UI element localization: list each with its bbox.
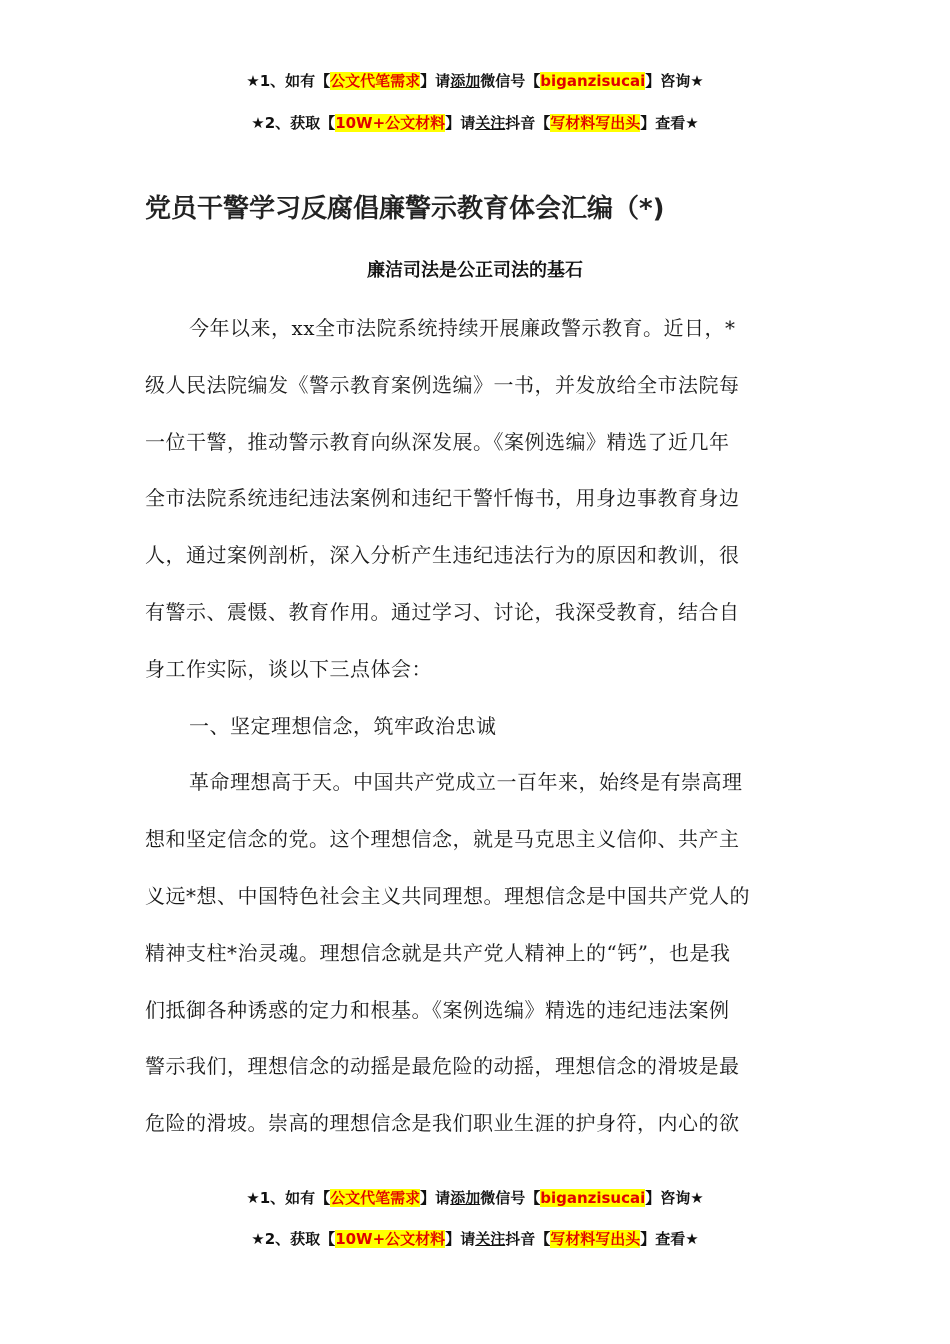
promo-highlight: 公文代笔需求: [330, 72, 421, 90]
promo-text: 】查看★: [640, 1230, 699, 1248]
promo-line-1-bottom: [0, 1187, 950, 1208]
text-line: 革命理想高于天。中国共产党成立一百年来，始终是有崇高理: [189, 770, 743, 795]
text-line: 身工作实际，谈以下三点体会：: [145, 656, 432, 681]
document-subtitle: 廉洁司法是公正司法的基石: [367, 260, 583, 281]
text-line: 精神支柱*治灵魂。理想信念就是共产党人精神上的“钙”，也是我: [145, 940, 731, 965]
promo-line-2-top: [0, 112, 950, 133]
promo-text: 】请: [445, 1230, 476, 1248]
paragraph-1: [145, 300, 807, 698]
promo-text: ★2、获取【: [251, 1230, 336, 1248]
promo-text: ★2、获取【: [251, 114, 336, 132]
text-line: 警示我们，理想信念的动摇是最危险的动摇，理想信念的滑坡是最: [145, 1054, 740, 1079]
text-line: 一位干警，推动警示教育向纵深发展。《案例选编》精选了近几年: [145, 429, 730, 454]
promo-text: ★1、如有【: [246, 72, 331, 90]
text-line: 义远*想、中国特色社会主义共同理想。理想信念是中国共产党人的: [145, 883, 750, 908]
promo-text: 】咨询★: [645, 72, 704, 90]
promo-underlined: 关注: [475, 1230, 506, 1248]
section-heading-1: [145, 698, 807, 755]
promo-highlight-wechat-id: biganzisucai: [540, 1189, 646, 1207]
promo-highlight-douyin-id: 写材料写出头: [550, 1230, 641, 1248]
text-line: 级人民法院编发《警示教育案例选编》一书，并发放给全市法院每: [145, 372, 740, 397]
promo-line-2-bottom: [0, 1228, 950, 1249]
promo-line-1-top: [0, 70, 950, 91]
text-line: 危险的滑坡。崇高的理想信念是我们职业生涯的护身符，内心的欲: [145, 1111, 740, 1136]
promo-text: 】请: [420, 72, 451, 90]
promo-underlined: 添加: [450, 1189, 481, 1207]
promo-text: 抖音【: [505, 1230, 551, 1248]
promo-underlined: 关注: [475, 114, 506, 132]
text-line: 有警示、震慑、教育作用。通过学习、讨论，我深受教育，结合自: [145, 599, 740, 624]
promo-text: 微信号【: [480, 1189, 541, 1207]
document-body: [145, 300, 807, 1152]
promo-highlight-wechat-id: biganzisucai: [540, 72, 646, 90]
paragraph-2: [145, 754, 807, 1152]
promo-highlight-douyin-id: 写材料写出头: [550, 114, 641, 132]
promo-highlight: 10W+公文材料: [335, 1230, 446, 1248]
text-line: 全市法院系统违纪违法案例和违纪干警忏悔书，用身边事教育身边: [145, 486, 740, 511]
promo-highlight: 10W+公文材料: [335, 114, 446, 132]
promo-text: 抖音【: [505, 114, 551, 132]
text-line: 今年以来，xx全市法院系统持续开展廉政警示教育。近日，*: [189, 316, 736, 340]
promo-text: 】请: [420, 1189, 451, 1207]
text-line: 们抵御各种诱惑的定力和根基。《案例选编》精选的违纪违法案例: [145, 997, 730, 1022]
text-line: 人，通过案例剖析，深入分析产生违纪违法行为的原因和教训，很: [145, 543, 740, 568]
promo-text: 微信号【: [480, 72, 541, 90]
text-line: 想和坚定信念的党。这个理想信念，就是马克思主义信仰、共产主: [145, 827, 740, 852]
promo-text: ★1、如有【: [246, 1189, 331, 1207]
promo-text: 】查看★: [640, 114, 699, 132]
document-title: 党员干警学习反腐倡廉警示教育体会汇编（*): [145, 194, 665, 224]
heading-text: 一、坚定理想信念，筑牢政治忠诚: [189, 713, 497, 738]
promo-text: 】咨询★: [645, 1189, 704, 1207]
promo-underlined: 添加: [450, 72, 481, 90]
promo-text: 】请: [445, 114, 476, 132]
promo-highlight: 公文代笔需求: [330, 1189, 421, 1207]
